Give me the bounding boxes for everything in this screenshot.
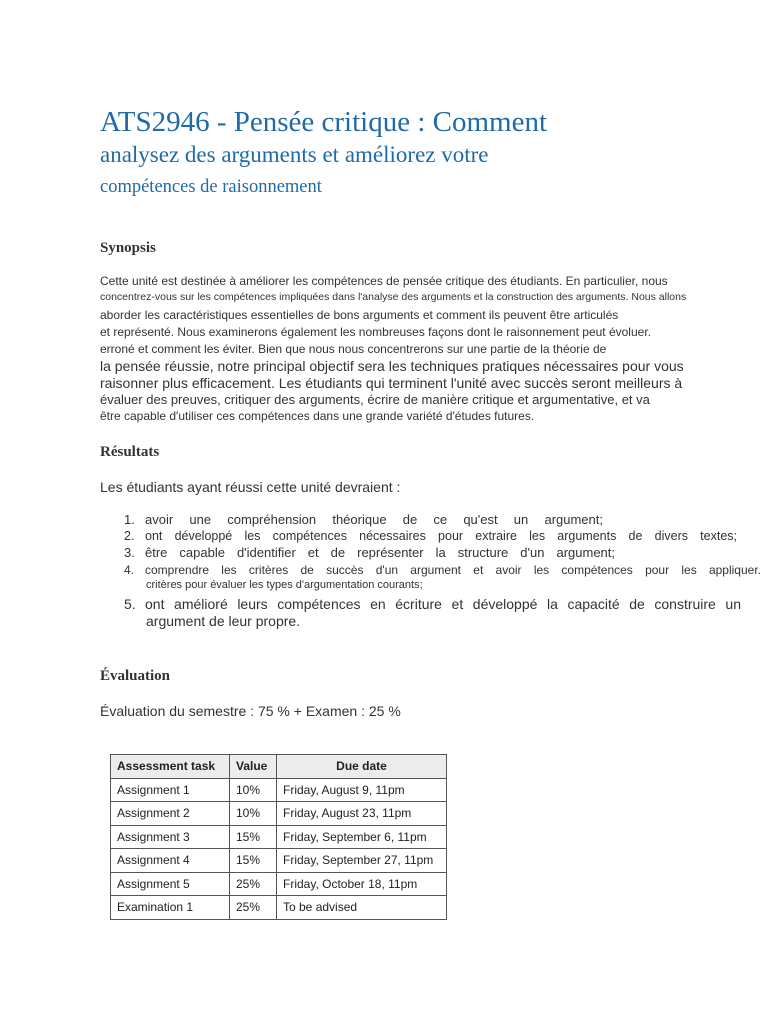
table-row — [111, 849, 447, 873]
cell-task: Assignment 2 — [111, 802, 230, 826]
synopsis-line: Cette unité est destinée à améliorer les compétences de pensée critique des étudiants. En particulier, nous — [100, 274, 668, 288]
synopsis-line: la pensée réussie, notre principal objectif sera les techniques pratiques nécessaires pour vous — [100, 358, 684, 374]
outcome-text-continued: critères pour évaluer les types d'argumentation courants; — [146, 579, 423, 591]
cell-due-date: To be advised — [277, 896, 447, 920]
outcome-text: avoir une compréhension théorique de ce qu'est un argument; — [145, 512, 603, 527]
synopsis-line: et représenté. Nous examinerons également les nombreuses façons dont le raisonnement peut évoluer. — [100, 325, 651, 339]
outcome-text: ont développé les compétences nécessaires pour extraire les arguments de divers textes; — [145, 529, 737, 543]
evaluation-summary: Évaluation du semestre : 75 % + Examen : 25 % — [100, 703, 401, 719]
cell-task: Assignment 5 — [111, 872, 230, 896]
outcome-number: 5. — [124, 596, 136, 612]
cell-due-date: Friday, September 6, 11pm — [277, 825, 447, 849]
outcome-text: être capable d'identifier et de représenter la structure d'un argument; — [145, 545, 615, 560]
cell-due-date: Friday, October 18, 11pm — [277, 872, 447, 896]
synopsis-line: erroné et comment les éviter. Bien que nous nous concentrerons sur une partie de la théorie de — [100, 342, 607, 356]
outcome-number: 2. — [124, 529, 135, 543]
synopsis-line: concentrez-vous sur les compétences impliquées dans l'analyse des arguments et la construction des arguments. Nous allons — [100, 291, 687, 303]
table-header-row — [111, 755, 447, 779]
table-row — [111, 802, 447, 826]
cell-task: Assignment 1 — [111, 778, 230, 802]
cell-due-date: Friday, August 23, 11pm — [277, 802, 447, 826]
assessment-table — [110, 754, 447, 920]
evaluation-heading: Évaluation — [100, 668, 171, 684]
outcome-text-continued: argument de leur propre. — [146, 613, 301, 629]
cell-task: Examination 1 — [111, 896, 230, 920]
synopsis-line: être capable d'utiliser ces compétences dans une grande variété d'études futures. — [100, 409, 535, 423]
synopsis-line: aborder les caractéristiques essentielles de bons arguments et comment ils peuvent être articulés — [100, 308, 619, 322]
outcome-text: ont amélioré leurs compétences en écriture et développé la capacité de construire un — [145, 596, 741, 612]
cell-value: 10% — [230, 778, 277, 802]
column-header-due-date: Due date — [277, 755, 447, 779]
cell-value: 15% — [230, 825, 277, 849]
cell-due-date: Friday, August 9, 11pm — [277, 778, 447, 802]
synopsis-line: raisonner plus efficacement. Les étudiants qui terminent l'unité avec succès seront meilleurs à — [100, 375, 683, 391]
outcome-number: 3. — [124, 545, 135, 560]
page-title-line-2: analysez des arguments et améliorez votre — [100, 142, 489, 167]
cell-value: 25% — [230, 896, 277, 920]
synopsis-heading: Synopsis — [100, 240, 156, 256]
table-row — [111, 778, 447, 802]
table-row — [111, 896, 447, 920]
table-row — [111, 872, 447, 896]
page-title-line-1: ATS2946 - Pensée critique : Comment — [100, 106, 548, 138]
cell-value: 25% — [230, 872, 277, 896]
outcome-text: comprendre les critères de succès d'un argument et avoir les compétences pour les appliquer. — [145, 563, 761, 577]
results-heading: Résultats — [100, 444, 160, 460]
page-title-line-3: compétences de raisonnement — [100, 177, 322, 197]
table-row — [111, 825, 447, 849]
outcome-number: 4. — [124, 563, 135, 577]
cell-task: Assignment 4 — [111, 849, 230, 873]
cell-task: Assignment 3 — [111, 825, 230, 849]
outcome-number: 1. — [124, 512, 135, 527]
cell-due-date: Friday, September 27, 11pm — [277, 849, 447, 873]
cell-value: 10% — [230, 802, 277, 826]
synopsis-line: évaluer des preuves, critiquer des arguments, écrire de manière critique et argumentative, et va — [100, 392, 650, 407]
column-header-task: Assessment task — [111, 755, 230, 779]
results-intro: Les étudiants ayant réussi cette unité devraient : — [100, 479, 401, 495]
column-header-value: Value — [230, 755, 277, 779]
cell-value: 15% — [230, 849, 277, 873]
